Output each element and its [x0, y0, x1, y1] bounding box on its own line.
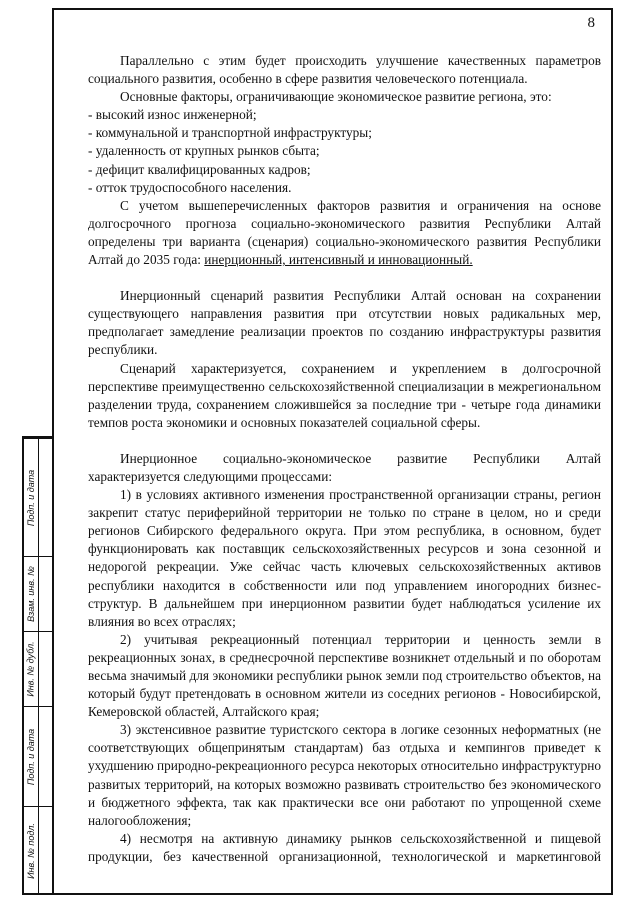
stamp-label: Подп. и дата	[26, 728, 36, 785]
blank-line	[88, 269, 601, 287]
paragraph	[88, 360, 601, 432]
document-body	[88, 52, 601, 866]
stamp-label: Инв. № подл.	[26, 823, 37, 879]
stamp-cell-replacement-inv	[24, 556, 52, 631]
stamp-label: Инв. № дубл.	[26, 641, 37, 697]
paragraph	[88, 486, 601, 631]
stamp-cell-original-inv	[24, 806, 52, 895]
paragraph-text: 2) учитывая рекреационный потенциал территории и ценность земли в рекреационных зонах, в среднесрочной перспективе возникнет отдельный и по оборотам весьма значимый для экономики республики рынок земли под строительство объектов, на который будут претендовать в основном жители из соседних регионов - Новосибирской, Кемеровской областей, Алтайского края;	[88, 631, 601, 720]
paragraph-text: С учетом вышеперечисленных факторов развития и ограничения на основе долгосрочного прогноза социально-экономического развития Республики Алтай определены три варианта (сценария) социально-экономического развития Республики Алтай до 2035 года:	[88, 197, 601, 268]
paragraph-text: - отток трудоспособного населения.	[88, 179, 292, 195]
stamp-side-panel	[22, 436, 52, 895]
paragraph-text: - высокий износ инженерной;	[88, 107, 257, 123]
paragraph	[88, 88, 601, 106]
stamp-cell-duplicate-inv	[24, 631, 52, 706]
paragraph-text: - коммунальной и транспортной инфраструктуры;	[88, 125, 372, 141]
paragraph-text: 1) в условиях активного изменения пространственной организации страны, регион закрепит статус периферийной территории не только по стране в целом, но и среди регионов Сибирского федерального округа. При этом республика, в основном, будет функционировать как поставщик сельскохозяйственных ресурсов и зона сезонной и недорогой рекреации. Уже сейчас часть ключевых сельскохозяйственных активов республики находится в собственности или под управлением иногородних бизнес-структур. В дальнейшем при инерционном развитии будет наблюдаться усиление их влияния во всех отраслях;	[88, 487, 601, 629]
paragraph	[88, 830, 601, 866]
page-number: 8	[587, 15, 595, 31]
paragraph	[88, 197, 601, 269]
list-item	[88, 179, 601, 197]
paragraph-text: 3) экстенсивное развитие туристского сектора в логике сезонных неформатных (не соответствующих общепринятым стандартам) баз отдыха и кемпингов приведет к ухудшению природно-рекреационного ресурса некоторых относительно инфраструктурно развитых территорий, на которых возможно развивать строительство без экономического и бюджетного эффекта, так как практически все они работают по упрощенной схеме налогообложения;	[88, 722, 601, 828]
paragraph	[88, 631, 601, 721]
blank-line	[88, 432, 601, 450]
stamp-cell-sign-date-1	[24, 438, 52, 556]
paragraph	[88, 52, 601, 88]
list-item	[88, 142, 601, 160]
underlined-text: инерционный, интенсивный и инновационный.	[204, 252, 473, 268]
stamp-label: Взам. инв. №	[26, 566, 37, 622]
paragraph-text: 4) несмотря на активную динамику рынков сельскохозяйственной и пищевой продукции, без качественной организационной, технологической и маркетинговой	[88, 830, 601, 864]
paragraph-text: Параллельно с этим будет происходить улучшение качественных параметров социального развития, особенно в сфере развития человеческого потенциала.	[88, 53, 601, 87]
page-frame	[52, 8, 613, 895]
list-item	[88, 161, 601, 179]
paragraph-text: Основные факторы, ограничивающие экономическое развитие региона, это:	[120, 89, 552, 105]
list-item	[88, 106, 601, 124]
paragraph-text: Инерционное социально-экономическое развитие Республики Алтай характеризуется следующими процессами:	[88, 450, 601, 484]
paragraph-text: - удаленность от крупных рынков сбыта;	[88, 143, 320, 159]
paragraph	[88, 287, 601, 359]
list-item	[88, 124, 601, 142]
stamp-label: Подп. и дата	[26, 469, 36, 526]
paragraph-text: - дефицит квалифицированных кадров;	[88, 161, 311, 177]
paragraph-text: Сценарий характеризуется, сохранением и укреплением в долгосрочной перспективе преимущественно сельскохозяйственной специализации в межрегиональном разделении труда, сохранением сложившейся за последние три - четыре года динамики темпов роста экономики и основных показателей социальной сферы.	[88, 360, 601, 430]
paragraph	[88, 450, 601, 486]
paragraph-text: Инерционный сценарий развития Республики Алтай основан на сохранении существующего направления развития при отсутствии новых радикальных мер, предполагает замедление реализации проектов по созданию инфраструктуры развития республики.	[88, 288, 601, 358]
paragraph	[88, 721, 601, 830]
stamp-cell-sign-date-2	[24, 706, 52, 806]
